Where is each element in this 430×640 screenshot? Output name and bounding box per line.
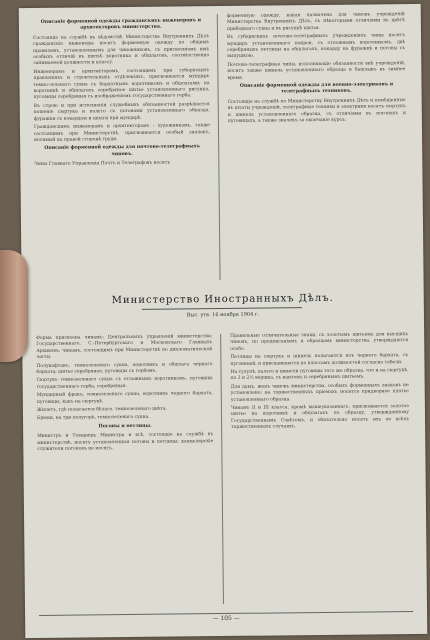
section-heading: Описаніе форменной одежды для военно-электриковъ и телеграфныхъ техниковъ. xyxy=(239,82,394,95)
paragraph: Состоящіе на службѣ по Министерству Внутреннихъ Дѣлъ и помѣщенные въ штаты учрежденій, телеграфные техники и электрики носятъ сюртукъ и шинель установленнаго образца, съ отличіями въ погонахъ и пуговицахъ, а также значекъ за окончаніе курса. xyxy=(227,97,406,125)
paragraph: Гражданскимъ инженерамъ и архитекторамъ - художникамъ, также состоящимъ при Министерствѣ, присвоивается особый значекъ, носимый на правой сторонѣ груди. xyxy=(33,123,211,143)
column-divider-lower xyxy=(220,334,224,604)
paragraph: Министръ и Товарищъ Министра и всѣ, состоящіе на службѣ въ министерствѣ, носятъ установленныя погоны и петлицы; канцелярскіе служители погоновъ не носятъ. xyxy=(37,432,214,453)
paragraph: Петлицы на сюртукъ и шинель полагаются изъ черного бархата, съ пуговицей, и присваиваются по классамъ должностей согласно табели. xyxy=(230,353,409,367)
text-column-left-upper xyxy=(33,16,211,170)
paragraph: Въ строю и при исполненіи служебныхъ обязанностей разрѣшается ношеніе сюртука и пальто съ погонами установленнаго образца, фуражки съ кокардою и шпаги при мундирѣ. xyxy=(33,102,210,122)
paragraph: Инженерамъ и архитекторамъ, состоящимъ при губернскихъ правленіяхъ и строительныхъ отдѣленіяхъ, присвоивается мундиръ темно-зеленаго сукна съ бархатнымъ воротникомъ и обшлагами; на воротникѣ и обшлагахъ серебряное шитье установленнаго рисунка, пуговицы серебряныя съ изображеніемъ государственнаго герба. xyxy=(33,67,210,101)
paragraph: На тулупѣ, пальто и шинели пуговицы того же образца, что и на сюртукѣ, по 2 и 2½ вершка, съ кантомъ и серебрянымъ шитьемъ. xyxy=(230,368,409,382)
paragraph: Чины Главнаго Управленія Почтъ и Телеграфовъ носятъ xyxy=(34,160,171,168)
paragraph: Для дамъ, женъ чиновъ министерства, особыхъ форменныхъ знаковъ не установлено; на торжественныхъ пріемахъ носится придворное платье установленнаго образца. xyxy=(230,382,409,403)
section-heading: Описаніе форменной одежды для почтово-телеграфныхъ чиновъ. xyxy=(44,144,201,157)
paragraph: Брюки, на три полугорѣ, темнозеленаго сукна. xyxy=(36,415,150,422)
column-divider xyxy=(217,14,221,280)
page-number: — 105 — xyxy=(212,614,240,623)
text-column-right-lower xyxy=(230,332,409,434)
paragraph: Въ губернскихъ почтово-телеграфныхъ учрежденіяхъ чины носятъ мундиръ установленнаго покроя, съ отложнымъ воротникомъ, двѣ серебряныхъ петлицы на обшлагахъ, кокарду на фуражкѣ и погоны съ выпушкою. xyxy=(227,33,406,60)
paragraph: форменную одежду, какая назначена для чиновъ учрежденій Министерства Внутреннихъ Дѣлъ, съ нѣкоторыми отличіями въ цвѣтѣ приборнаго сукна и въ рисункѣ шитья. xyxy=(226,12,405,32)
paragraph: Чинамъ II и III класса, кромѣ вышеуказаннаго, присвоивается золотое шитье на воротникѣ и обшлагахъ по образцу, утвержденному Государственнымъ Совѣтомъ, и обязательно носятъ ихъ во всѣхъ торжественныхъ случаяхъ. xyxy=(230,404,410,431)
title-rule xyxy=(142,307,302,310)
section-heading: Погоны и петлицы. xyxy=(98,423,152,430)
paragraph: Сюртукъ темнозеленаго сукна съ отложнымъ воротникомъ, пуговицы государственнаго герба, серебряныя. xyxy=(36,376,213,390)
paragraph: Состоящіе на службѣ въ вѣдомствѣ Министерства Внутреннихъ Дѣлъ гражданскіе инженеры носятъ форменную одежду по общимъ правиламъ, установленнымъ для чиновниковъ, съ присвоеніемъ имъ особыхъ отличій въ шитьѣ воротника и обшлаговъ, соотвѣтственно занимаемой должности и классу. xyxy=(33,33,210,67)
paragraph: Почтово-телеграфные чины, исполняющіе обязанности внѣ учрежденій, носятъ также шинель установленнаго образца и башлыкъ въ зимнее время. xyxy=(227,60,406,81)
paragraph: Мундирный фракъ, темнозеленаго сукна, воротникъ черного бархата, пуговицы, какъ на сюртукѣ. xyxy=(36,391,213,405)
section-heading: Описаніе форменной одежды гражданскихъ инженеровъ и архитекторовъ министерства. xyxy=(40,18,202,31)
approval-date: Выс. утв. 16 ноября 1904 г. xyxy=(186,311,260,319)
paragraph: Форма присвоена чинамъ: Центральныхъ управленій министерства; Государственнаго, С.-Петербургскаго и Московскаго Главныхъ Архивовъ; чинамъ, состоящимъ при Министерствѣ по дипломатической части. xyxy=(36,334,213,361)
paragraph: Полукафтанъ, темнозеленаго сукна, воротникъ и обшлага черного бархата; шитье серебряное, пуговицы съ гербомъ. xyxy=(36,361,213,375)
thumb-holding-page xyxy=(0,250,28,362)
paragraph: Правильные отличительные знаки, съ золотымъ шитьемъ для высшихъ чиновъ, по предписаніямъ и образцамъ министерства, утверждаются особо. xyxy=(230,332,409,352)
section-title: Министерство Иностранныхъ Дѣлъ. xyxy=(111,292,334,307)
text-column-right-upper xyxy=(227,12,406,127)
text-column-left-lower xyxy=(36,334,213,455)
document-page xyxy=(19,4,428,638)
paragraph: Жилетъ, гдѣ полагается бѣлаго, темнозеленаго цвѣта. xyxy=(36,406,168,414)
